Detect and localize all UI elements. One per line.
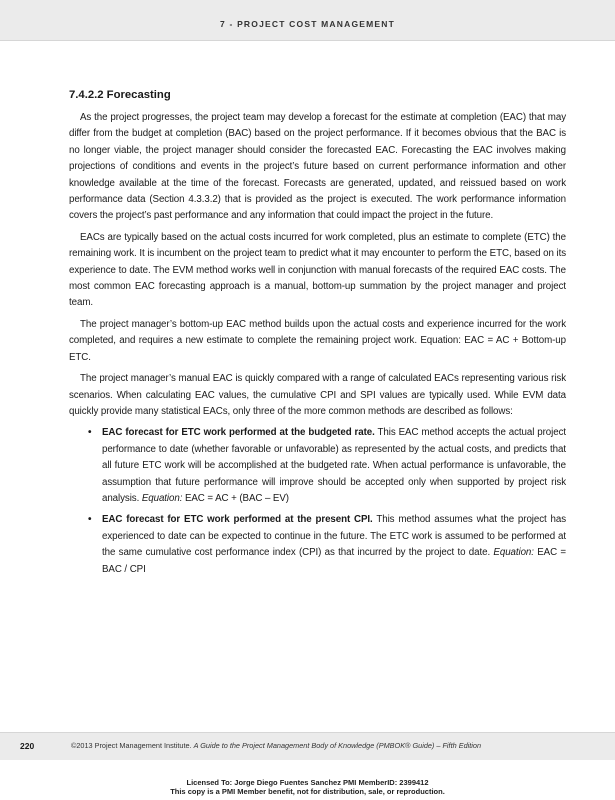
paragraph-forecasting-intro: As the project progresses, the project team may develop a forecast for the estimate at completion (EAC) that may differ from the budget at completion (BAC) based on the project performance. If it becomes obvious that the BAC is no longer viable, the project manager should consider the forecasted EAC. Forecasting the EAC involves making projections of conditions and events in the project’s future based on current performance information and other knowledge available at the time of the forecast. Forecasts are generated, updated, and reissued based on work performance data (Section 4.3.3.2) that is provided as the project is executed. The work performance information covers the project’s past performance and any information that could impact the project in the future. <box>69 112 566 222</box>
page-content <box>69 88 566 583</box>
footer-copyright: ©2013 Project Management Institute. <box>71 741 194 750</box>
bullet-lead: EAC forecast for ETC work performed at the present CPI. <box>102 514 373 526</box>
header-band <box>0 0 615 41</box>
bullet-icon: • <box>88 427 92 439</box>
footer-citation-title: A Guide to the Project Management Body of Knowledge (PMBOK® Guide) – Fifth Edition <box>193 741 482 750</box>
paragraph-eac-basis: EACs are typically based on the actual costs incurred for work completed, plus an estimate to complete (ETC) the remaining work. It is incumbent on the project team to predict what it may encounter to perform the ETC, based on its experience to date. The EVM method works well in conjunction with manual forecasts of the required EAC costs. The most common EAC forecasting approach is a manual, bottom-up summation by the project manager and project team. <box>69 231 566 309</box>
bullet-lead: EAC forecast for ETC work performed at the budgeted rate. <box>102 427 375 439</box>
bullet-icon: • <box>88 514 92 526</box>
bullet-body: This method assumes what the project has experienced to date can be expected to continue in the future. The ETC work is assumed to be performed at the same cumulative cost performance index (CPI) as that incurred by the project to date. <box>102 514 566 559</box>
equation: EAC = BAC / CPI <box>102 547 566 575</box>
license-line-2: This copy is a PMI Member benefit, not for distribution, sale, or reproduction. <box>170 787 445 796</box>
section-heading: 7.4.2.2 Forecasting <box>69 89 171 101</box>
paragraph-manual-eac: The project manager’s manual EAC is quickly compared with a range of calculated EACs representing various risk scenarios. When calculating EAC values, the cumulative CPI and SPI values are typically used. While EVM data quickly provide many statistical EACs, only three of the more common methods are described as follows: <box>69 373 566 417</box>
chapter-header-title: 7 - PROJECT COST MANAGEMENT <box>219 19 396 29</box>
equation: EAC = AC + (BAC – EV) <box>182 492 289 504</box>
list-item <box>88 425 566 507</box>
page-number: 220 <box>20 741 35 751</box>
bullet-body: This EAC method accepts the actual project performance to date (whether favorable or unfavorable) as represented by the actual costs, and predicts that all future ETC work will be accomplished at the budgeted rate. When actual performance is unfavorable, the assumption that future performance will improve should be accepted only when supported by project risk analysis. <box>102 427 566 504</box>
license-line-1: Licensed To: Jorge Diego Fuentes Sanchez PMI MemberID: 2399412 <box>186 778 429 787</box>
equation-label: Equation: <box>493 547 534 559</box>
paragraph-bottom-up-eac: The project manager’s bottom-up EAC method builds upon the actual costs and experience incurred for the work completed, and requires a new estimate to complete the remaining project work. Equation: EAC = AC + Bottom-up ETC. <box>69 318 566 363</box>
list-item <box>88 512 566 578</box>
equation-label: Equation: <box>141 492 183 504</box>
eac-methods-list <box>69 425 566 578</box>
footer-citation <box>71 741 481 750</box>
license-notice <box>0 778 615 796</box>
